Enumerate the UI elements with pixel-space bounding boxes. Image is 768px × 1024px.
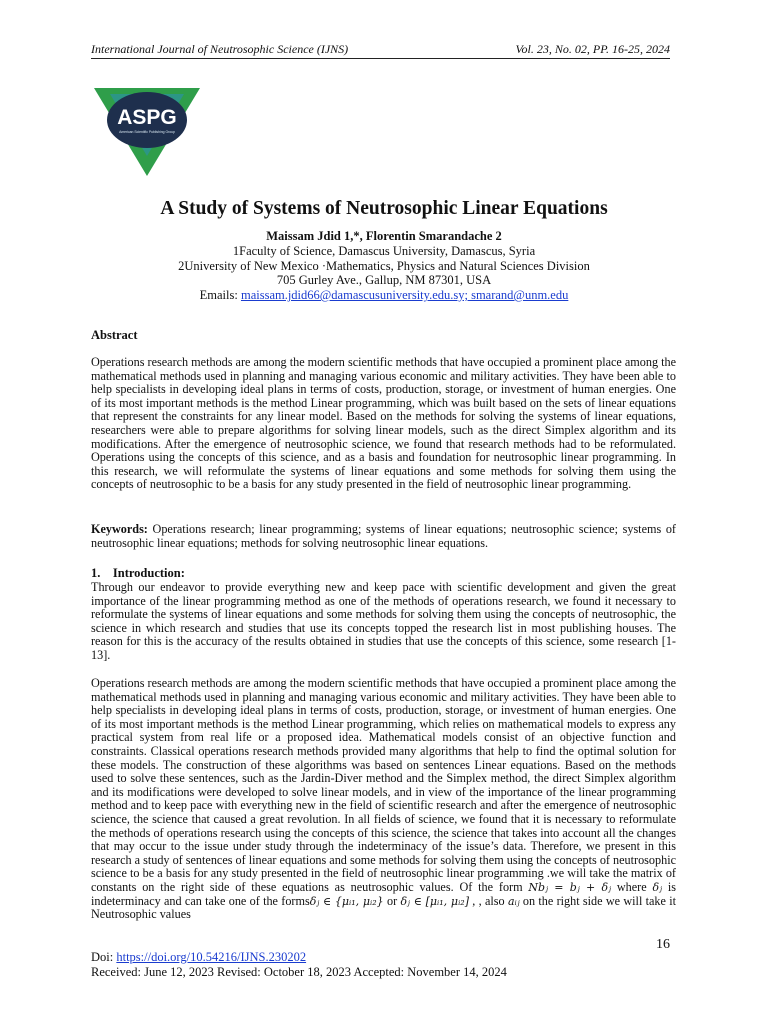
math-equation: Nbⱼ = bⱼ + δⱼ — [528, 880, 612, 894]
section-heading-introduction: 1. Introduction: — [91, 566, 185, 580]
logo-text: ASPG — [117, 106, 177, 129]
aspg-logo — [92, 86, 202, 178]
intro-text-b: where — [611, 879, 653, 894]
authors: Maissam Jdid 1,*, Florentin Smarandache 2 — [266, 229, 502, 243]
keywords-text: Operations research; linear programming; systems of linear equations; neutrosophic science; systems of neutrosophic linear equations; methods for solving neutrosophic linear equations. — [91, 522, 676, 550]
intro-paragraph-2 — [91, 677, 676, 922]
doi-line — [91, 950, 306, 965]
intro-text-f: on the right side we will take it Neutrosophic values — [91, 893, 677, 922]
doi-label: Doi: — [91, 950, 117, 964]
address: 705 Gurley Ave., Gallup, NM 87301, USA — [276, 273, 492, 287]
doi-link[interactable]: https://doi.org/10.54216/IJNS.230202 — [116, 950, 307, 964]
logo-subtext: American Scientific Publishing Group — [119, 130, 175, 134]
page-number: 16 — [656, 937, 670, 952]
affiliation-2: 2University of New Mexico ·Mathematics, Physics and Natural Sciences Division — [178, 259, 590, 273]
emails-line — [0, 288, 768, 303]
math-form-1: δⱼ ∈ {μᵢ₁, μᵢ₂} — [309, 894, 384, 908]
received-dates: Received: June 12, 2023 Revised: October 18, 2023 Accepted: November 14, 2024 — [91, 965, 507, 979]
emails-link[interactable]: maissam.jdid66@damascusuniversity.edu.sy; smarand@unm.edu — [240, 288, 569, 302]
math-form-2: δⱼ ∈ [μᵢ₁, μᵢ₂] — [400, 894, 469, 908]
intro-text-d: or — [383, 893, 401, 908]
keywords — [91, 523, 676, 550]
emails-label: Emails: — [199, 288, 241, 302]
intro-text-c: is indeterminacy and can take one of the forms — [91, 879, 676, 908]
affiliation-1: 1Faculty of Science, Damascus University, Damascus, Syria — [232, 244, 536, 258]
volume-info: Vol. 23, No. 02, PP. 16-25, 2024 — [515, 42, 670, 56]
keywords-label: Keywords: — [91, 522, 148, 536]
journal-name: International Journal of Neutrosophic Science (IJNS) — [91, 42, 349, 56]
running-header — [91, 42, 670, 59]
paper-title: A Study of Systems of Neutrosophic Linear Equations — [160, 198, 608, 219]
intro-text-e: , , also — [469, 893, 508, 908]
abstract-text: Operations research methods are among the modern scientific methods that have occupied a prominent place among the mathematical methods used in planning and managing various economic and military activities. They have been able to help specialists in developing ideal plans in terms of costs, production, storage, or investment of human energies. One of its most important methods is the method Linear programming, which was built based on the sets of linear equations that represent the constraints for any linear model. Based on the methods for solving the systems of linear equations, researchers were able to prepare algorithms for solving linear models, such as the direct Simplex algorithm and its modifications. After the emergence of neutrosophic science, we found that research methods had to be reformulated. Operations using the concepts of this science, and as a basis and foundation for neutrosophic linear programming. In this research, we will reformulate the systems of linear equations and some methods for solving them using the concepts of neutrosophic to be a basis for any study presented in the field of neutrosophic linear programming. — [91, 355, 676, 492]
math-delta: δⱼ — [652, 880, 663, 894]
abstract-heading: Abstract — [91, 328, 138, 342]
intro-paragraph-1: Through our endeavor to provide everything new and keep pace with scientific development and given the great importance of the linear programming method as one of the methods of operations research, we found it necessary to reformulate the systems of linear equations and some methods for solving them using the concepts of neutrosophic, the science in which research and studies that use its concepts topped the research list in most publishing houses. The reason for this is the accuracy of the results obtained in studies that use the concepts of this science, some research [1-13]. — [91, 580, 676, 662]
math-a: aᵢⱼ — [507, 894, 520, 908]
intro-text-a: Operations research methods are among the modern scientific methods that have occupied a prominent place among the mathematical methods used in planning and managing various economic and military activities. They have been able to help specialists in developing ideal plans in terms of costs, production, storage, or investment of human energies. One of its most important methods is the method Linear programming, which relies on mathematical models to express any practical system from real life or a proposed idea. Mathematical models consist of an objective function and constraints. Classical operations research methods provided many algorithms that help to find the optimal solution for these models. The construction of these algorithms was based on sentences Linear equations. Based on the methods used to solve these sentences, such as the Jardin-Diver method and the Simplex method, the direct Simplex algorithm and its modifications were developed to solve linear models, and in view of the importance of the linear programming method and to keep pace with everything new in the field of scientific research and after the emergence of neutrosophic science, the science that caused a great revolution. In all fields of science, we found that it is necessary to reformulate the methods of operations research using the concepts of this science, the science that takes into account all the changes that may occur to the issue under study through the indeterminacy of the issue’s data. Therefore, we present in this research a study of sentences of linear equations and some methods for solving them using the concepts of neutrosophic science to be a basis for any study presented in the field of neutrosophic linear programming .we will take the matrix of constants on the right side of these equations as neutrosophic values. Of the form — [91, 676, 676, 894]
